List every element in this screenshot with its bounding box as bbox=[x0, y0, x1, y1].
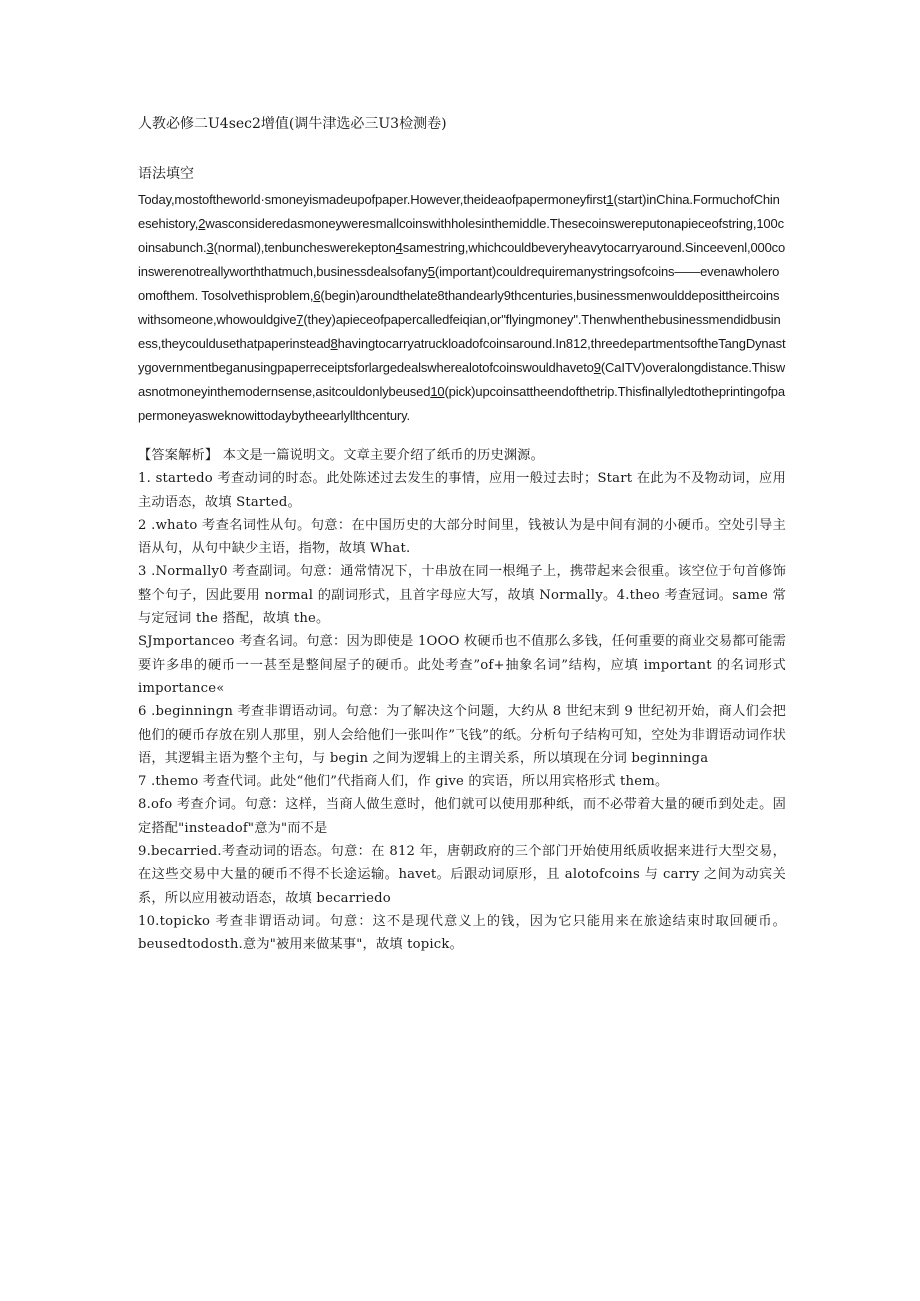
answer-item: 10.topicko 考查非谓语动词。句意：这不是现代意义上的钱，因为它只能用来在旅途结束时取回硬币。beusedtodosth.意为"被用来做某事"，故填 topick。 bbox=[138, 913, 786, 953]
answer-header: 【答案解析】 本文是一篇说明文。文章主要介绍了纸币的历史渊源。 bbox=[138, 448, 545, 463]
document-page bbox=[138, 112, 786, 957]
passage-text: (they)apieceofpapercalledfeiqian,or"flyingmoney".Thenwhenthebusinessmendidbusiness,theycouldusethatpaperinstead bbox=[138, 312, 781, 351]
passage-text: samestring,whichcouldbeveryheavytocarryaround.Sinceevenl,000coinswerenotreallyworththatmuch,businessdealsofany bbox=[138, 240, 786, 279]
passage-text: (important)couldrequiremanystringsofcoins——evenawholeroomofthem. Tosolvethisproblem, bbox=[138, 264, 780, 303]
blank-number: 10 bbox=[430, 384, 445, 399]
answer-item: 8.ofo 考查介词。句意：这样，当商人做生意时，他们就可以使用那种纸，而不必带着大量的硬币到处走。固定搭配"insteadof"意为"而不是 bbox=[138, 797, 786, 836]
cloze-passage bbox=[138, 188, 786, 428]
blank-number: 8 bbox=[330, 336, 338, 351]
blank-number: 2 bbox=[198, 216, 206, 231]
blank-number: 7 bbox=[296, 312, 304, 327]
passage-text: Today,mostoftheworld·smoneyismadeupofpaper.However,theideaofpapermoneyfirst bbox=[138, 192, 607, 207]
answer-item: 3 .Normally0 考查副词。句意：通常情况下，十串放在同一根绳子上，携带起来会很重。该空位于句首修饰整个句子，因此要用 normal 的副词形式，且首字母应大写，故填 Normally。4.theo 考查冠词。same 常与定冠词 the 搭配，故填 the。 bbox=[138, 564, 786, 627]
blank-number: 6 bbox=[313, 288, 321, 303]
answer-item: 2 .whato 考查名词性从句。句意：在中国历史的大部分时间里，钱被认为是中间有洞的小硬币。空处引导主语从句，从句中缺少主语，指物，故填 What. bbox=[138, 517, 786, 557]
blank-number: 1 bbox=[606, 192, 614, 207]
document-title: 人教必修二U4sec2增值(调牛津选必三U3检测卷) bbox=[138, 116, 447, 132]
blank-number: 5 bbox=[427, 264, 435, 279]
passage-text: (normal),tenbuncheswerekepton bbox=[213, 240, 396, 255]
blank-number: 3 bbox=[206, 240, 214, 255]
passage-text: (CaITV)overalongdistance.Thiswasnotmoneyinthemodernsense,asitcouldonlybeused bbox=[138, 360, 785, 399]
answer-item: 6 .beginningn 考查非谓语动词。句意：为了解决这个问题，大约从 8 世纪末到 9 世纪初开始，商人们会把他们的硬币存放在别人那里，别人会给他们一张叫作”飞钱”的纸。分析句子结构可知，空处为非谓语动词作状语，其逻辑主语为整个主句，与 begin 之间为逻辑上的主谓关系，所以填现在分词 beginninga bbox=[138, 704, 786, 766]
answer-item: 1. startedo 考查动词的时态。此处陈述过去发生的事情，应用一般过去时；Start 在此为不及物动词，应用主动语态，故填 Started。 bbox=[138, 471, 786, 510]
blank-number: 9 bbox=[593, 360, 601, 375]
passage-text: havingtocarryatruckloadofcoinsaround.In812,threedepartmentsoftheTangDynastygovernmentbeganusingpaperreceiptsforlargedealswherealotofcoinswouldhaveto bbox=[138, 336, 786, 375]
passage-text: (start)inChina.FormuchofChinesehistory, bbox=[138, 192, 780, 231]
passage-text: wasconsideredasmoneyweresmallcoinswithholesinthemiddle.Thesecoinswereputonapieceofstring,100coinsabunch. bbox=[138, 216, 784, 255]
passage-text: (pick)upcoinsattheendofthetrip.Thisfinallyledtotheprintingofpapermoneyasweknowittodaybytheearlyllthcentury. bbox=[138, 384, 785, 423]
answer-item: 7 .themo 考查代词。此处“他们”代指商人们，作 give 的宾语，所以用宾格形式 them。 bbox=[138, 774, 669, 790]
answer-item: SJmportanceo 考查名词。句意：因为即使是 1OOO 枚硬币也不值那么多钱，任何重要的商业交易都可能需要许多串的硬币一一甚至是整间屋子的硬币。此处考查”of+抽象名词”结构，应填 important 的名词形式 importance« bbox=[138, 634, 786, 696]
passage-text: (begin)aroundthelate8thandearly9thcenturies,businessmenwoulddeposittheircoinswithsomeone,whowouldgive bbox=[138, 288, 780, 327]
answer-item: 9.becarried.考查动词的语态。句意：在 812 年，唐朝政府的三个部门开始使用纸质收据来进行大型交易，在这些交易中大量的硬币不得不长途运输。havet。后跟动词原形，且 alotofcoins 与 carry 之间为动宾关系，所以应用被动语态，故填 becarriedo bbox=[138, 844, 786, 906]
answer-explanation bbox=[138, 444, 786, 957]
section-heading: 语法填空 bbox=[138, 166, 194, 182]
blank-number: 4 bbox=[395, 240, 403, 255]
